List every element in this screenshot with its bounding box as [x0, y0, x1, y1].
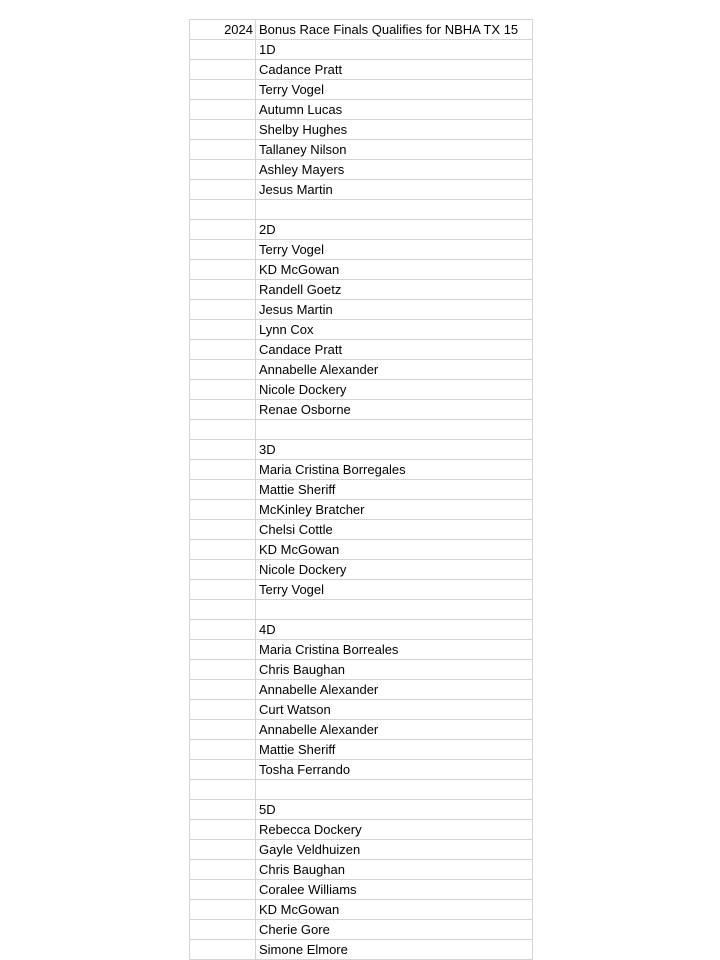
cell-a[interactable]	[190, 400, 256, 420]
cell-a[interactable]	[190, 440, 256, 460]
cell-b[interactable]: Annabelle Alexander	[256, 360, 533, 380]
cell-b[interactable]: Shelby Hughes	[256, 120, 533, 140]
cell-b[interactable]	[256, 600, 533, 620]
cell-a[interactable]	[190, 540, 256, 560]
table-row	[190, 860, 533, 880]
cell-a[interactable]	[190, 700, 256, 720]
cell-a[interactable]	[190, 600, 256, 620]
table-row	[190, 220, 533, 240]
cell-a[interactable]	[190, 420, 256, 440]
cell-a[interactable]	[190, 220, 256, 240]
table-row	[190, 300, 533, 320]
cell-b[interactable]: Terry Vogel	[256, 580, 533, 600]
cell-a[interactable]	[190, 240, 256, 260]
cell-b[interactable]: Nicole Dockery	[256, 560, 533, 580]
cell-b[interactable]: 2D	[256, 220, 533, 240]
cell-b[interactable]: KD McGowan	[256, 900, 533, 920]
table-row	[190, 100, 533, 120]
cell-b[interactable]: Simone Elmore	[256, 940, 533, 960]
cell-b[interactable]: Nicole Dockery	[256, 380, 533, 400]
cell-b[interactable]: Curt Watson	[256, 700, 533, 720]
table-row	[190, 500, 533, 520]
table-row	[190, 880, 533, 900]
cell-b[interactable]: Maria Cristina Borregales	[256, 460, 533, 480]
table-row	[190, 780, 533, 800]
header-row	[190, 20, 533, 40]
cell-b[interactable]: Maria Cristina Borreales	[256, 640, 533, 660]
cell-b[interactable]: KD McGowan	[256, 260, 533, 280]
cell-b[interactable]: Cadance Pratt	[256, 60, 533, 80]
cell-a[interactable]	[190, 880, 256, 900]
table-row	[190, 540, 533, 560]
cell-b[interactable]: Chelsi Cottle	[256, 520, 533, 540]
cell-a[interactable]	[190, 360, 256, 380]
cell-b[interactable]: Candace Pratt	[256, 340, 533, 360]
table-row	[190, 760, 533, 780]
cell-a[interactable]	[190, 820, 256, 840]
table-row	[190, 40, 533, 60]
table-row	[190, 920, 533, 940]
cell-b[interactable]: Jesus Martin	[256, 180, 533, 200]
cell-b[interactable]: 5D	[256, 800, 533, 820]
table-row	[190, 460, 533, 480]
table-row	[190, 360, 533, 380]
cell-b[interactable]: Terry Vogel	[256, 240, 533, 260]
table-row	[190, 720, 533, 740]
cell-b[interactable]: Ashley Mayers	[256, 160, 533, 180]
cell-a[interactable]	[190, 620, 256, 640]
cell-b[interactable]	[256, 200, 533, 220]
table-row	[190, 120, 533, 140]
cell-b[interactable]: Chris Baughan	[256, 860, 533, 880]
table-row	[190, 380, 533, 400]
table-row	[190, 640, 533, 660]
table-row	[190, 660, 533, 680]
cell-b[interactable]: Mattie Sheriff	[256, 740, 533, 760]
cell-b[interactable]: Tosha Ferrando	[256, 760, 533, 780]
cell-b[interactable]: Jesus Martin	[256, 300, 533, 320]
cell-a[interactable]	[190, 120, 256, 140]
table-row	[190, 60, 533, 80]
cell-b[interactable]: KD McGowan	[256, 540, 533, 560]
cell-b[interactable]: Cherie Gore	[256, 920, 533, 940]
cell-b[interactable]: Chris Baughan	[256, 660, 533, 680]
cell-a[interactable]	[190, 480, 256, 500]
cell-b[interactable]: Gayle Veldhuizen	[256, 840, 533, 860]
cell-b[interactable]: Renae Osborne	[256, 400, 533, 420]
table-row	[190, 340, 533, 360]
spreadsheet-grid	[189, 19, 533, 960]
table-row	[190, 940, 533, 960]
cell-a[interactable]	[190, 720, 256, 740]
year-cell[interactable]: 2024	[190, 20, 256, 40]
cell-b[interactable]: Lynn Cox	[256, 320, 533, 340]
cell-a[interactable]	[190, 380, 256, 400]
cell-a[interactable]	[190, 340, 256, 360]
cell-a[interactable]	[190, 560, 256, 580]
cell-a[interactable]	[190, 260, 256, 280]
cell-b[interactable]: 3D	[256, 440, 533, 460]
table-row	[190, 240, 533, 260]
table-row	[190, 140, 533, 160]
table-row	[190, 200, 533, 220]
cell-a[interactable]	[190, 640, 256, 660]
table-row	[190, 180, 533, 200]
cell-b[interactable]: Randell Goetz	[256, 280, 533, 300]
cell-b[interactable]: Coralee Williams	[256, 880, 533, 900]
cell-a[interactable]	[190, 900, 256, 920]
cell-a[interactable]	[190, 180, 256, 200]
table-row	[190, 320, 533, 340]
cell-a[interactable]	[190, 200, 256, 220]
cell-a[interactable]	[190, 800, 256, 820]
cell-a[interactable]	[190, 460, 256, 480]
table-row	[190, 680, 533, 700]
cell-b[interactable]: Annabelle Alexander	[256, 720, 533, 740]
cell-a[interactable]	[190, 740, 256, 760]
title-cell[interactable]: Bonus Race Finals Qualifies for NBHA TX 15	[256, 20, 533, 40]
cell-b[interactable]	[256, 780, 533, 800]
cell-b[interactable]: Rebecca Dockery	[256, 820, 533, 840]
cell-b[interactable]: Annabelle Alexander	[256, 680, 533, 700]
table-row	[190, 620, 533, 640]
cell-a[interactable]	[190, 660, 256, 680]
table-row	[190, 160, 533, 180]
table-row	[190, 820, 533, 840]
table-row	[190, 520, 533, 540]
cell-b[interactable]: Tallaney Nilson	[256, 140, 533, 160]
cell-a[interactable]	[190, 580, 256, 600]
table-row	[190, 800, 533, 820]
cell-b[interactable]	[256, 420, 533, 440]
cell-a[interactable]	[190, 320, 256, 340]
table-row	[190, 580, 533, 600]
cell-a[interactable]	[190, 40, 256, 60]
cell-b[interactable]: McKinley Bratcher	[256, 500, 533, 520]
cell-a[interactable]	[190, 100, 256, 120]
cell-a[interactable]	[190, 780, 256, 800]
cell-b[interactable]: 4D	[256, 620, 533, 640]
cell-a[interactable]	[190, 760, 256, 780]
table-row	[190, 600, 533, 620]
cell-a[interactable]	[190, 60, 256, 80]
table-row	[190, 440, 533, 460]
table-row	[190, 840, 533, 860]
cell-b[interactable]: Autumn Lucas	[256, 100, 533, 120]
table-row	[190, 280, 533, 300]
cell-a[interactable]	[190, 160, 256, 180]
table-row	[190, 480, 533, 500]
cell-a[interactable]	[190, 920, 256, 940]
cell-b[interactable]: 1D	[256, 40, 533, 60]
table-row	[190, 700, 533, 720]
cell-a[interactable]	[190, 140, 256, 160]
cell-a[interactable]	[190, 280, 256, 300]
cell-a[interactable]	[190, 940, 256, 960]
cell-a[interactable]	[190, 520, 256, 540]
cell-a[interactable]	[190, 500, 256, 520]
cell-a[interactable]	[190, 680, 256, 700]
cell-b[interactable]: Mattie Sheriff	[256, 480, 533, 500]
table-row	[190, 80, 533, 100]
cell-a[interactable]	[190, 80, 256, 100]
cell-a[interactable]	[190, 300, 256, 320]
cell-b[interactable]: Terry Vogel	[256, 80, 533, 100]
table-row	[190, 560, 533, 580]
table-row	[190, 740, 533, 760]
table-row	[190, 400, 533, 420]
cell-a[interactable]	[190, 840, 256, 860]
table-row	[190, 260, 533, 280]
table-row	[190, 900, 533, 920]
table-row	[190, 420, 533, 440]
cell-a[interactable]	[190, 860, 256, 880]
